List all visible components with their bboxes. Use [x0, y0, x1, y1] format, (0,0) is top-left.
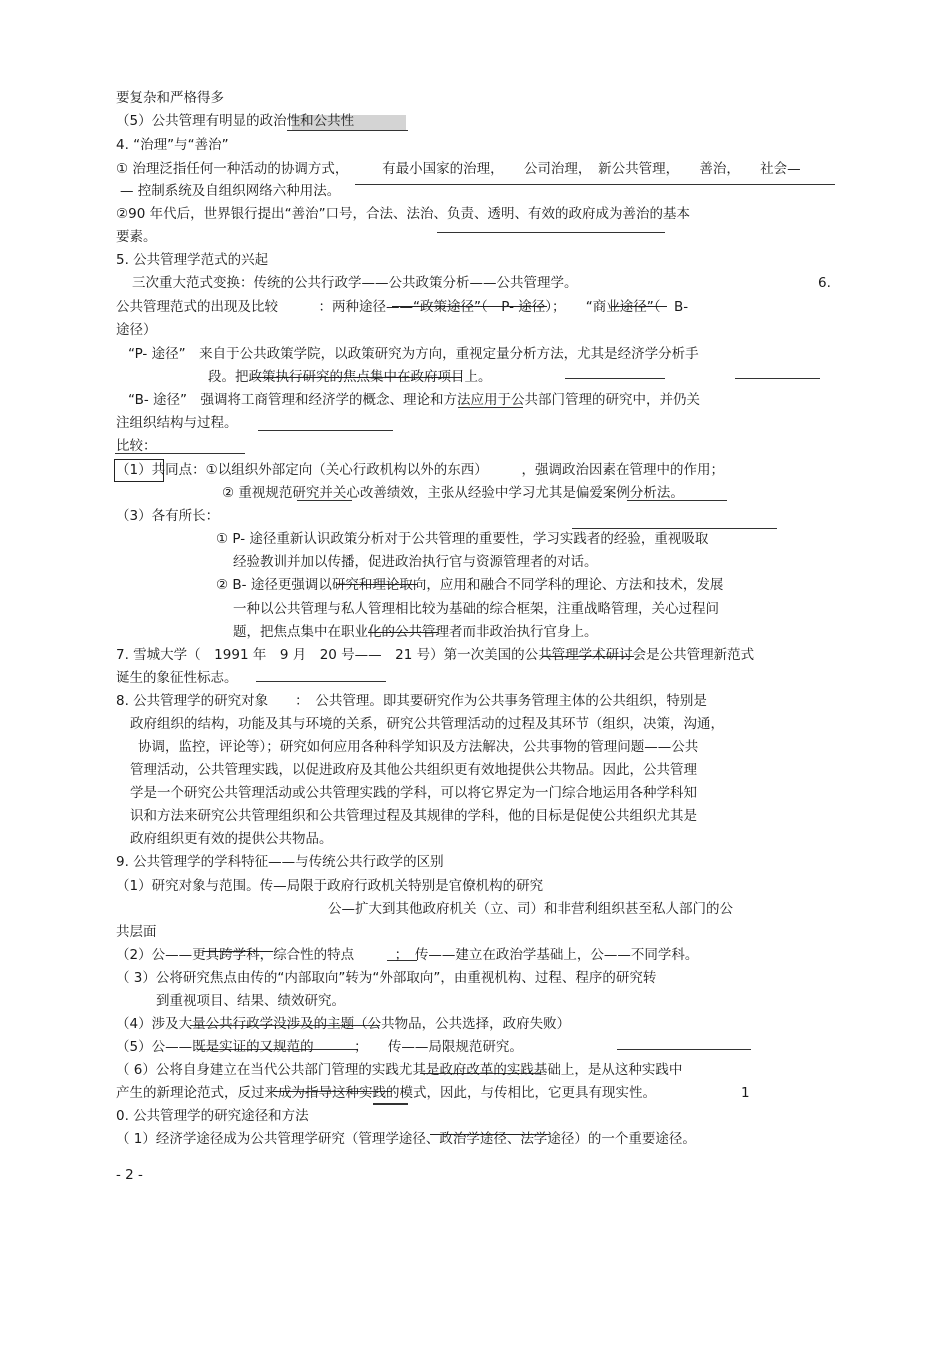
- underline-mark: [735, 378, 820, 379]
- underline-mark: [258, 430, 393, 431]
- text-line: 途径）: [116, 322, 157, 338]
- text-line: “B- 途径” 强调将工商管理和经济学的概念、理论和方法应用于公共部门管理的研究中，并仍关: [128, 392, 700, 408]
- text-line: — 控制系统及自组织网络六种用法。: [120, 183, 341, 199]
- text-line: 一种以公共管理与私人管理相比较为基础的综合框架，注重战略管理，关心过程问: [233, 601, 719, 617]
- section-heading: 0. 公共管理学的研究途径和方法: [116, 1108, 309, 1124]
- underline-mark: [256, 681, 386, 682]
- page-number: - 2 -: [116, 1167, 143, 1183]
- text-line: 题，把焦点集中在职业化的公共管理者而非政治执行官身上。: [233, 624, 598, 640]
- text-line: 共层面: [116, 924, 157, 940]
- text-line: （3）各有所长：: [116, 508, 220, 524]
- section-heading: 9. 公共管理学的学科特征——与传统公共行政学的区别: [116, 854, 444, 870]
- text-line: （ 1）经济学途径成为公共管理学研究（管理学途径、政治学途径、法学途径）的一个重要途径。: [116, 1131, 696, 1147]
- text-line: （4）涉及大量公共行政学没涉及的主题（公共物品，公共选择，政府失败）: [116, 1016, 571, 1032]
- text-line: （ 3）公将研究焦点由传的“内部取向”转为“外部取向”，由重视机构、过程、程序的研究转: [116, 970, 657, 986]
- text-line: ②90 年代后，世界银行提出“善治”口号，合法、法治、负责、透明、有效的政府成为善治的基本: [116, 206, 691, 222]
- text-line: 管理活动，公共管理实践，以促进政府及其他公共组织更有效地提供公共物品。因此，公共管理: [130, 762, 697, 778]
- text-line: “P- 途径” 来自于公共政策学院，以政策研究为方向，重视定量分析方法，尤其是经济学分析手: [128, 346, 699, 362]
- underline-mark: [572, 528, 777, 529]
- text-line: 注组织结构与过程。: [116, 415, 238, 431]
- text-line: 产生的新理论范式，反过来成为指导这种实践的模式，因此，与传相比，它更具有现实性。: [116, 1085, 656, 1101]
- section-heading: 4. “治理”与“善治”: [116, 137, 229, 153]
- underline-mark: [287, 130, 408, 131]
- text-line: 比较：: [116, 438, 157, 454]
- section-heading: 8. 公共管理学的研究对象 ： 公共管理。即其要研究作为公共事务管理主体的公共组织，特别是: [116, 693, 707, 709]
- text-line: （ 6）公将自身建立在当代公共部门管理的实践尤其是政府改革的实践基础上，是从这种实践中: [116, 1062, 683, 1078]
- text-line: ② 重视规范研究并关心改善绩效，主张从经验中学习尤其是偏爱案例分析法。: [222, 485, 684, 501]
- text-line: 经验教训并加以传播，促进政治执行官与资源管理者的对话。: [233, 554, 598, 570]
- text-line: ① 治理泛指任何一种活动的协调方式， 有最小国家的治理， 公司治理， 新公共管理， 善治， 社会—: [116, 161, 801, 177]
- text-line: 到重视项目、结果、绩效研究。: [156, 993, 345, 1009]
- text-line: （5）公共管理有明显的政治性和公共性: [116, 113, 355, 129]
- underline-mark: [373, 1103, 408, 1105]
- section-heading: 7. 雪城大学（ 1991 年 9 月 20 号—— 21 号）第一次美国的公共管理学术研讨会是公共管理新范式: [116, 647, 755, 663]
- section-heading: 5. 公共管理学范式的兴起: [116, 252, 269, 268]
- underline-mark: [437, 232, 665, 233]
- text-line: 学是一个研究公共管理活动或公共管理实践的学科，可以将它界定为一门综合地运用各种学科知: [130, 785, 697, 801]
- text-line: （5）公——既是实证的又规范的 ； 传——局限规范研究。: [116, 1039, 523, 1055]
- text-line: 要素。: [116, 229, 157, 245]
- underline-mark: [617, 1049, 751, 1050]
- section-number: 1: [741, 1085, 750, 1101]
- text-line: 政府组织更有效的提供公共物品。: [130, 831, 333, 847]
- text-line: 三次重大范式变换：传统的公共行政学——公共政策分析——公共管理学。: [132, 275, 578, 291]
- underline-mark: [355, 184, 835, 185]
- text-line: 要复杂和严格得多: [116, 90, 224, 106]
- text-line: ① P- 途径重新认识政策分析对于公共管理的重要性，学习实践者的经验，重视吸取: [216, 531, 709, 547]
- text-line: 政府组织的结构，功能及其与环境的关系，研究公共管理活动的过程及其环节（组织，决策，沟通，: [130, 716, 724, 732]
- section-number: 6.: [818, 275, 831, 291]
- text-line: 诞生的象征性标志。: [116, 670, 238, 686]
- text-line: 协调，监控，评论等）；研究如何应用各种科学知识及方法解决，公共事物的管理问题——公共: [138, 739, 699, 755]
- text-line: （1）共同点：①以组织外部定向（关心行政机构以外的东西） ，强调政治因素在管理中的作用；: [116, 462, 724, 478]
- text-line: （1）研究对象与范围。传—局限于政府行政机关特别是官僚机构的研究: [116, 878, 544, 894]
- underline-mark: [565, 378, 665, 379]
- section-heading: 公共管理范式的出现及比较 ：两种途径——“政策途径”（ P- 途径）； “商业途径”（ B-: [116, 299, 689, 315]
- text-line: （2）公——更具跨学科，综合性的特点 ； 传——建立在政治学基础上，公——不同学科。: [116, 947, 699, 963]
- text-line: 识和方法来研究公共管理组织和公共管理过程及其规律的学科，他的目标是促使公共组织尤其是: [130, 808, 697, 824]
- text-line: 公—扩大到其他政府机关（立、司）和非营利组织甚至私人部门的公: [328, 901, 733, 917]
- text-line: 段。把政策执行研究的焦点集中在政府项目上。: [208, 369, 492, 385]
- text-line: ② B- 途径更强调以研究和理论取向，应用和融合不同学科的理论、方法和技术，发展: [216, 577, 724, 593]
